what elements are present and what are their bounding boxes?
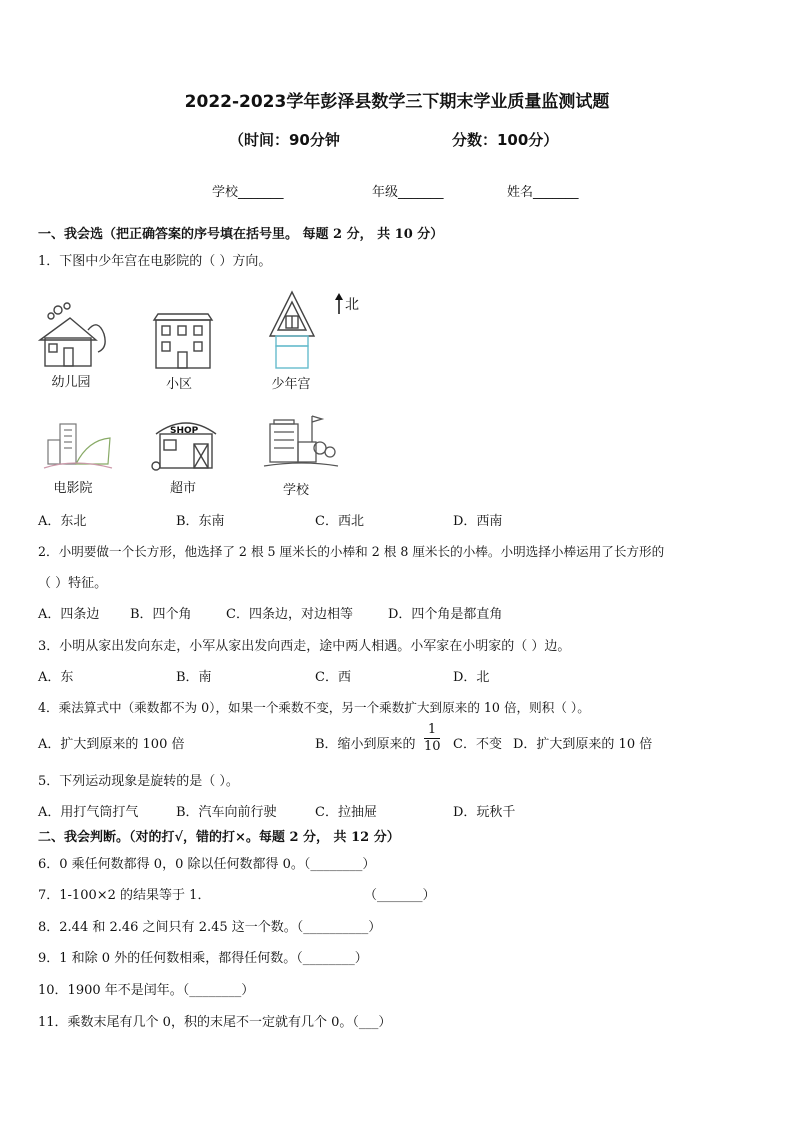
judge-item-8[interactable]: 8．2.44 和 2.46 之间只有 2.45 这一个数。（__________） [38, 920, 382, 935]
grade-field[interactable]: 年级_______ [372, 185, 444, 200]
q4-option-c[interactable]: C．不变 [453, 737, 502, 752]
q5-stem: 5．下列运动现象是旋转的是（ ）。 [38, 774, 239, 789]
q2-option-b[interactable]: B．四个角 [130, 607, 192, 622]
q4-option-a[interactable]: A．扩大到原来的 100 倍 [38, 737, 185, 752]
school-icon [262, 414, 340, 476]
judge-item-7[interactable]: 7．1-100×2 的结果等于 1． [38, 888, 211, 903]
q1-stem: 1．下图中少年宫在电影院的（ ）方向。 [38, 254, 272, 269]
fraction-numerator: 1 [427, 722, 437, 737]
q4-option-b[interactable]: B．缩小到原来的 [315, 737, 416, 752]
q2-option-d[interactable]: D．四个角是都直角 [388, 607, 503, 622]
judge-item-9[interactable]: 9．1 和除 0 外的任何数相乘，都得任何数。（________） [38, 951, 368, 966]
kindergarten-icon [36, 300, 106, 368]
section2-heading: 二、我会判断。（对的打√，错的打×。每题 2 分， 共 12 分） [38, 830, 400, 845]
q4-stem: 4．乘法算式中（乘数都不为 0），如果一个乘数不变，另一个乘数扩大到原来的 10 倍，则积（ ）。 [38, 700, 590, 715]
q5-option-b[interactable]: B．汽车向前行驶 [176, 805, 277, 820]
q3-stem: 3．小明从家出发向东走，小军从家出发向西走，途中两人相遇。小军家在小明家的（ ）边。 [38, 639, 571, 654]
section1-heading: 一、我会选（把正确答案的序号填在括号里。 每题 2 分， 共 10 分） [38, 227, 444, 242]
shop-sign: SHOP [170, 426, 199, 436]
q4-fraction [424, 723, 440, 754]
youth-palace-icon [266, 290, 318, 370]
q5-option-a[interactable]: A．用打气筒打气 [38, 805, 139, 820]
q1-option-a[interactable]: A．东北 [38, 514, 87, 529]
place-label-school: 学校 [282, 483, 309, 498]
cinema-icon [42, 418, 114, 474]
north-arrow-icon [333, 293, 345, 315]
place-label-kindergarten: 幼儿园 [51, 375, 91, 390]
q2-stem-line2: （ ）特征。 [38, 576, 108, 591]
q3-option-c[interactable]: C．西 [315, 670, 351, 685]
q1-option-c[interactable]: C．西北 [315, 514, 364, 529]
place-label-supermarket: 超市 [169, 481, 196, 496]
q1-option-b[interactable]: B．东南 [176, 514, 225, 529]
q3-option-d[interactable]: D．北 [453, 670, 490, 685]
judge-item-6[interactable]: 6．0 乘任何数都得 0，0 除以任何数都得 0。（________） [38, 857, 376, 872]
q2-option-c[interactable]: C．四条边，对边相等 [226, 607, 353, 622]
page-title: 2022-2023学年彭泽县数学三下期末学业质量监测试题 [184, 92, 610, 112]
place-label-residential: 小区 [165, 377, 192, 392]
judge-item-11[interactable]: 11．乘数末尾有几个 0，积的末尾不一定就有几个 0。（___） [38, 1015, 392, 1030]
judge-item-7-blank[interactable]: （_______） [364, 888, 436, 903]
q5-option-c[interactable]: C．拉抽屉 [315, 805, 377, 820]
q2-option-a[interactable]: A．四条边 [38, 607, 100, 622]
north-label: 北 [345, 297, 359, 313]
q1-option-d[interactable]: D．西南 [453, 514, 503, 529]
supermarket-icon [150, 414, 222, 474]
exam-score: 分数：100分） [452, 131, 559, 149]
residential-icon [152, 312, 214, 370]
q4-option-d[interactable]: D．扩大到原来的 10 倍 [513, 737, 653, 752]
q2-stem-line1: 2．小明要做一个长方形，他选择了 2 根 5 厘米长的小棒和 2 根 8 厘米长的小棒。小明选择小棒运用了长方形的 [38, 544, 665, 559]
q5-option-d[interactable]: D．玩秋千 [453, 805, 516, 820]
judge-item-10[interactable]: 10．1900 年不是闰年。（________） [38, 983, 255, 998]
exam-time: （时间：90分钟 [229, 131, 340, 149]
name-field[interactable]: 姓名_______ [507, 185, 579, 200]
fraction-denominator: 10 [424, 739, 441, 754]
place-label-youth-palace: 少年宫 [271, 377, 311, 392]
school-field[interactable]: 学校_______ [212, 185, 284, 200]
q3-option-b[interactable]: B．南 [176, 670, 212, 685]
place-label-cinema: 电影院 [53, 481, 93, 496]
q3-option-a[interactable]: A．东 [38, 670, 74, 685]
